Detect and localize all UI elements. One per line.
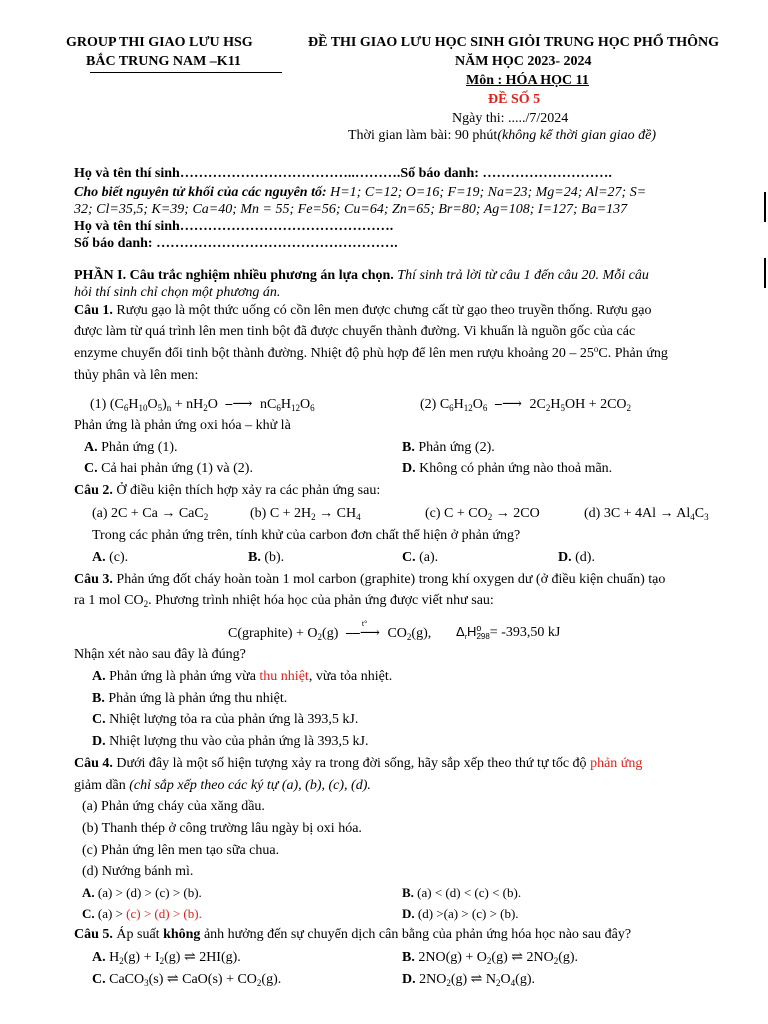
q2-reaction-a: (a) 2C + Ca → CaC$_2$ — [92, 506, 209, 522]
q3-option-a[interactable]: A. Phản ứng là phản ứng vừa thu nhiệt, vừa tỏa nhiệt. — [92, 669, 393, 684]
q2-reaction-d: (d) $3C + 4Al \to Al_4C_3$ — [584, 506, 709, 522]
exam-title: ĐỀ THI GIAO LƯU HỌC SINH GIỎI TRUNG HỌC PHỔ THÔNG — [308, 35, 719, 50]
q4-option-b[interactable]: B. (a) < (d) < (c) < (b). — [402, 885, 522, 900]
q5-stem: Câu 5. Áp suất không ảnh hưởng đến sự chuyển dịch cân bằng của phản ứng hóa học nào sau đây? — [74, 927, 632, 942]
part1-instr: hỏi thí sinh chỉ chọn một phương án. — [74, 285, 281, 300]
q1-line3: enzyme chuyển đổi tinh bột thành đường. Nhiệt độ phù hợp để lên men rượu khoảng 20 – 25$^o$C. Phản ứng — [74, 344, 668, 361]
q3-line1: Câu 3. Phản ứng đốt cháy hoàn toàn 1 mol carbon (graphite) trong khí oxygen dư (ở điều kiện chuẩn) tạo — [74, 572, 666, 587]
q4-item-c: (c) Phản ứng lên men tạo sữa chua. — [82, 843, 280, 858]
exam-duration: Thời gian làm bài: 90 phút(không kể thời gian giao đề) — [348, 128, 657, 143]
exam-date: Ngày thi: ...../7/2024 — [452, 111, 569, 126]
q1-reaction-1: (1) $(C_6H_{10}O_5)_n + nH_2O$ ⎯⟶ $nC_6H_{12}O_6$ — [90, 397, 315, 413]
q1-option-b[interactable]: B. Phản ứng (2). — [402, 440, 495, 455]
q1-reaction-2: (2) $C_6H_{12}O_6$ ⎯⟶ $2C_2H_5OH + 2CO_2$ — [420, 397, 632, 413]
exam-year: NĂM HỌC 2023- 2024 — [455, 54, 592, 69]
q1-line4: thủy phân và lên men: — [74, 368, 199, 383]
exam-subject: Môn : HÓA HỌC 11 — [466, 73, 589, 88]
q2-ask: Trong các phản ứng trên, tính khử của carbon đơn chất thể hiện ở phản ứng? — [92, 528, 521, 543]
q1-ask: Phản ứng là phản ứng oxi hóa – khử là — [74, 418, 291, 433]
q3-option-c[interactable]: C. Nhiệt lượng tỏa ra của phản ứng là 393,5 kJ. — [92, 712, 359, 727]
q2-option-c[interactable]: C. (a). — [402, 550, 439, 565]
q4-option-d[interactable]: D. (d) >(a) > (c) > (b). — [402, 906, 519, 921]
q2-option-d[interactable]: D. (d). — [558, 550, 595, 565]
q1-option-c[interactable]: C. Cả hai phản ứng (1) và (2). — [84, 461, 253, 476]
q1-option-d[interactable]: D. Không có phản ứng nào thoả mãn. — [402, 461, 613, 476]
candidate-name-2: Họ và tên thí sinh………………………………………. — [74, 219, 394, 234]
q4-item-a: (a) Phản ứng cháy của xăng dầu. — [82, 799, 265, 814]
margin-mark — [764, 258, 766, 288]
q2-reaction-b: (b) $C + 2H_2 \to CH_4$ — [250, 506, 361, 522]
exam-code: ĐỀ SỐ 5 — [488, 92, 541, 107]
q4-item-d: (d) Nướng bánh mì. — [82, 864, 194, 879]
q4-item-b: (b) Thanh thép ở công trường lâu ngày bị oxi hóa. — [82, 821, 362, 836]
q5-option-b[interactable]: B. $2NO(g) + O_2(g)$ ⇌ $2NO_2(g)$. — [402, 950, 579, 966]
q2-reaction-c: (c) $C + CO_2 \to 2CO$ — [425, 506, 540, 522]
q3-ask: Nhận xét nào sau đây là đúng? — [74, 647, 246, 662]
q3-enthalpy: $\Delta_rH^o_{298}= -393,50$ kJ — [456, 623, 561, 641]
margin-mark — [764, 192, 766, 222]
group-name: GROUP THI GIAO LƯU HSG — [66, 35, 253, 50]
q2-option-b[interactable]: B. (b). — [248, 550, 285, 565]
q3-equation: C(graphite) + $O_2(g)$ ⎯⎯⟶ t° $CO_2(g)$, — [228, 619, 432, 642]
atomic-masses: Cho biết nguyên tử khối của các nguyên tố: H=1; C=12; O=16; F=19; Na=23; Mg=24; Al=27; S= — [74, 185, 647, 200]
q3-line2: ra 1 mol $CO_2$. Phương trình nhiệt hóa học của phản ứng được viết như sau: — [74, 593, 494, 609]
q5-option-a[interactable]: A. $H_2(g) + I_2(g)$ ⇌ 2HI(g). — [92, 950, 241, 966]
group-name-sub: BẮC TRUNG NAM –K11 — [86, 54, 241, 69]
q4-option-a[interactable]: A. (a) > (d) > (c) > (b). — [82, 885, 202, 900]
part1-title-line: PHẦN I. Câu trắc nghiệm nhiều phương án lựa chọn. Thí sinh trả lời từ câu 1 đến câu 20. Mỗi câu — [74, 268, 649, 283]
q4-option-c[interactable]: C. (a) > (c) > (d) > (b). — [82, 906, 202, 921]
candidate-sbd-2: Số báo danh: ……………………………………………. — [74, 236, 398, 251]
q5-option-d[interactable]: D. $2NO_2(g)$ ⇌ $N_2O_4(g)$. — [402, 972, 535, 988]
q2-option-a[interactable]: A. (c). — [92, 550, 129, 565]
candidate-name-line: Họ và tên thí sinh………………………………..……….Số báo danh: ………………………. — [74, 166, 612, 181]
atomic-masses-cont: 32; Cl=35,5; K=39; Ca=40; Mn = 55; Fe=56; Cu=64; Zn=65; Br=80; Ag=108; I=127; Ba=137 — [74, 202, 628, 217]
q1-line2: được làm từ quá trình lên men tinh bột đã được chuyển thành đường. Vi khuẩn là nguồn gốc của các — [74, 324, 636, 339]
q1-line1: Câu 1. Rượu gạo là một thức uống có cồn lên men được chưng cất từ gạo theo truyền thống. Rượu gạo — [74, 303, 652, 318]
q3-option-d[interactable]: D. Nhiệt lượng thu vào của phản ứng là 393,5 kJ. — [92, 734, 369, 749]
q1-option-a[interactable]: A. Phản ứng (1). — [84, 440, 178, 455]
q5-option-c[interactable]: C. CaCO$_3$(s) ⇌ $CaO(s) + CO_2(g)$. — [92, 972, 282, 988]
q2-stem: Câu 2. Ở điều kiện thích hợp xảy ra các phản ứng sau: — [74, 483, 381, 498]
q4-line1: Câu 4. Dưới đây là một số hiện tượng xảy ra trong đời sống, hãy sắp xếp theo thứ tự tốc độ phản ứng — [74, 756, 643, 771]
q4-line2: giảm dần (chỉ sắp xếp theo các ký tự (a), (b), (c), (d). — [74, 778, 371, 793]
q3-option-b[interactable]: B. Phản ứng là phản ứng thu nhiệt. — [92, 691, 288, 706]
group-underline — [90, 72, 282, 73]
